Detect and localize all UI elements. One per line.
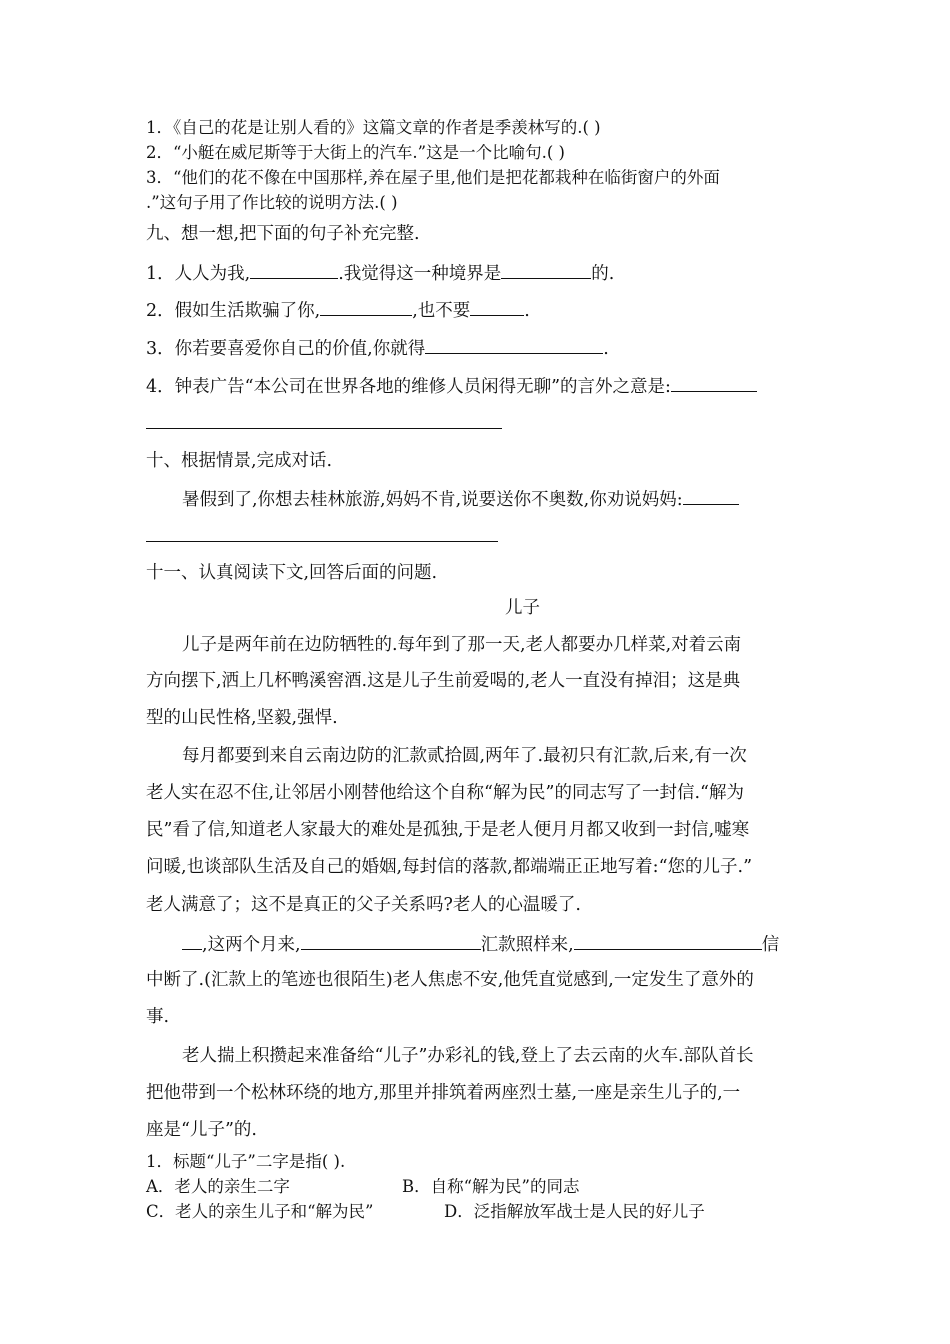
paragraph-2-line: 民”看了信,知道老人家最大的难处是孤独,于是老人便月月都又收到一封信,嘘寒 [146,820,750,840]
judge-item-3-line2: .”这句子用了作比较的说明方法.( ) [146,193,398,212]
option-b[interactable]: B．自称“解为民”的同志 [402,1177,580,1196]
section-9-title: 九、想一想,把下面的句子补充完整. [146,224,420,244]
paragraph-4-line: 把他带到一个松林环绕的地方,那里并排筑着两座烈士墓,一座是亲生儿子的,一 [146,1083,741,1103]
section-9-question-2: 2．假如生活欺骗了你, ,也不要 . [146,297,530,323]
paragraph-2-line: 每月都要到来自云南边防的汇款贰拾圆,两年了.最初只有汇款,后来,有一次 [182,746,747,766]
answer-line[interactable] [146,541,498,542]
answer-blank[interactable] [250,260,338,279]
section-11-title: 十一、认真阅读下文,回答后面的问题. [146,563,438,583]
answer-blank[interactable] [683,486,739,505]
option-d[interactable]: D．泛指解放军战士是人民的好儿子 [444,1202,705,1221]
paragraph-1-line: 方向摆下,洒上几杯鸭溪窖酒.这是儿子生前爱喝的,老人一直没有掉泪；这是典 [146,671,741,691]
section-9-question-4: 4．钟表广告“本公司在世界各地的维修人员闲得无聊”的言外之意是: [146,373,757,399]
answer-blank[interactable] [301,931,481,950]
judge-item-1: 1．《自己的花是让别人看的》这篇文章的作者是季羡林写的.( ) [146,118,601,137]
answer-blank[interactable] [501,260,591,279]
paragraph-3-line: 中断了.(汇款上的笔迹也很陌生)老人焦虑不安,他凭直觉感到,一定发生了意外的 [146,970,754,990]
judge-item-3-line1: 3．“他们的花不像在中国那样,养在屋子里,他们是把花都栽种在临街窗户的外面 [146,168,720,187]
paragraph-4-line: 座是“儿子”的. [146,1120,257,1140]
answer-blank[interactable] [470,297,524,316]
paragraph-1-line: 儿子是两年前在边防牺牲的.每年到了那一天,老人都要办几样菜,对着云南 [182,635,742,655]
answer-blank[interactable] [574,931,762,950]
paragraph-4-line: 老人揣上积攒起来准备给“儿子”办彩礼的钱,登上了去云南的火车.部队首长 [182,1046,754,1066]
paragraph-2-line: 问暖,也谈部队生活及自己的婚姻,每封信的落款,都端端正正地写着:“您的儿子.” [146,857,753,877]
answer-blank[interactable] [320,297,412,316]
story-title: 儿子 [505,598,540,618]
answer-line[interactable] [146,428,502,429]
section-10-prompt: 暑假到了,你想去桂林旅游,妈妈不肯,说要送你不奥数,你劝说妈妈: [146,486,739,512]
paragraph-2-line: 老人实在忍不住,让邻居小刚替他给这个自称“解为民”的同志写了一封信.“解为 [146,783,744,803]
answer-blank[interactable] [671,373,757,392]
paragraph-3-line: ,这两个月来, 汇款照样来, 信 [146,931,779,957]
answer-blank[interactable] [182,931,202,950]
question-1: 1．标题“儿子”二字是指( ). [146,1152,346,1171]
section-9-question-1: 1．人人为我, .我觉得这一种境界是 的. [146,260,614,286]
option-a[interactable]: A．老人的亲生二字 [146,1177,290,1196]
paragraph-3-line: 事. [146,1007,170,1027]
option-c[interactable]: C．老人的亲生儿子和“解为民” [146,1202,374,1221]
paragraph-2-line: 老人满意了；这不是真正的父子关系吗?老人的心温暖了. [146,895,581,915]
section-10-title: 十、根据情景,完成对话. [146,451,333,471]
answer-blank[interactable] [425,335,603,354]
paragraph-1-line: 型的山民性格,坚毅,强悍. [146,708,338,728]
judge-item-2: 2．“小艇在威尼斯等于大街上的汽车.”这是一个比喻句.( ) [146,143,565,162]
section-9-question-3: 3．你若要喜爱你自己的价值,你就得 . [146,335,609,361]
